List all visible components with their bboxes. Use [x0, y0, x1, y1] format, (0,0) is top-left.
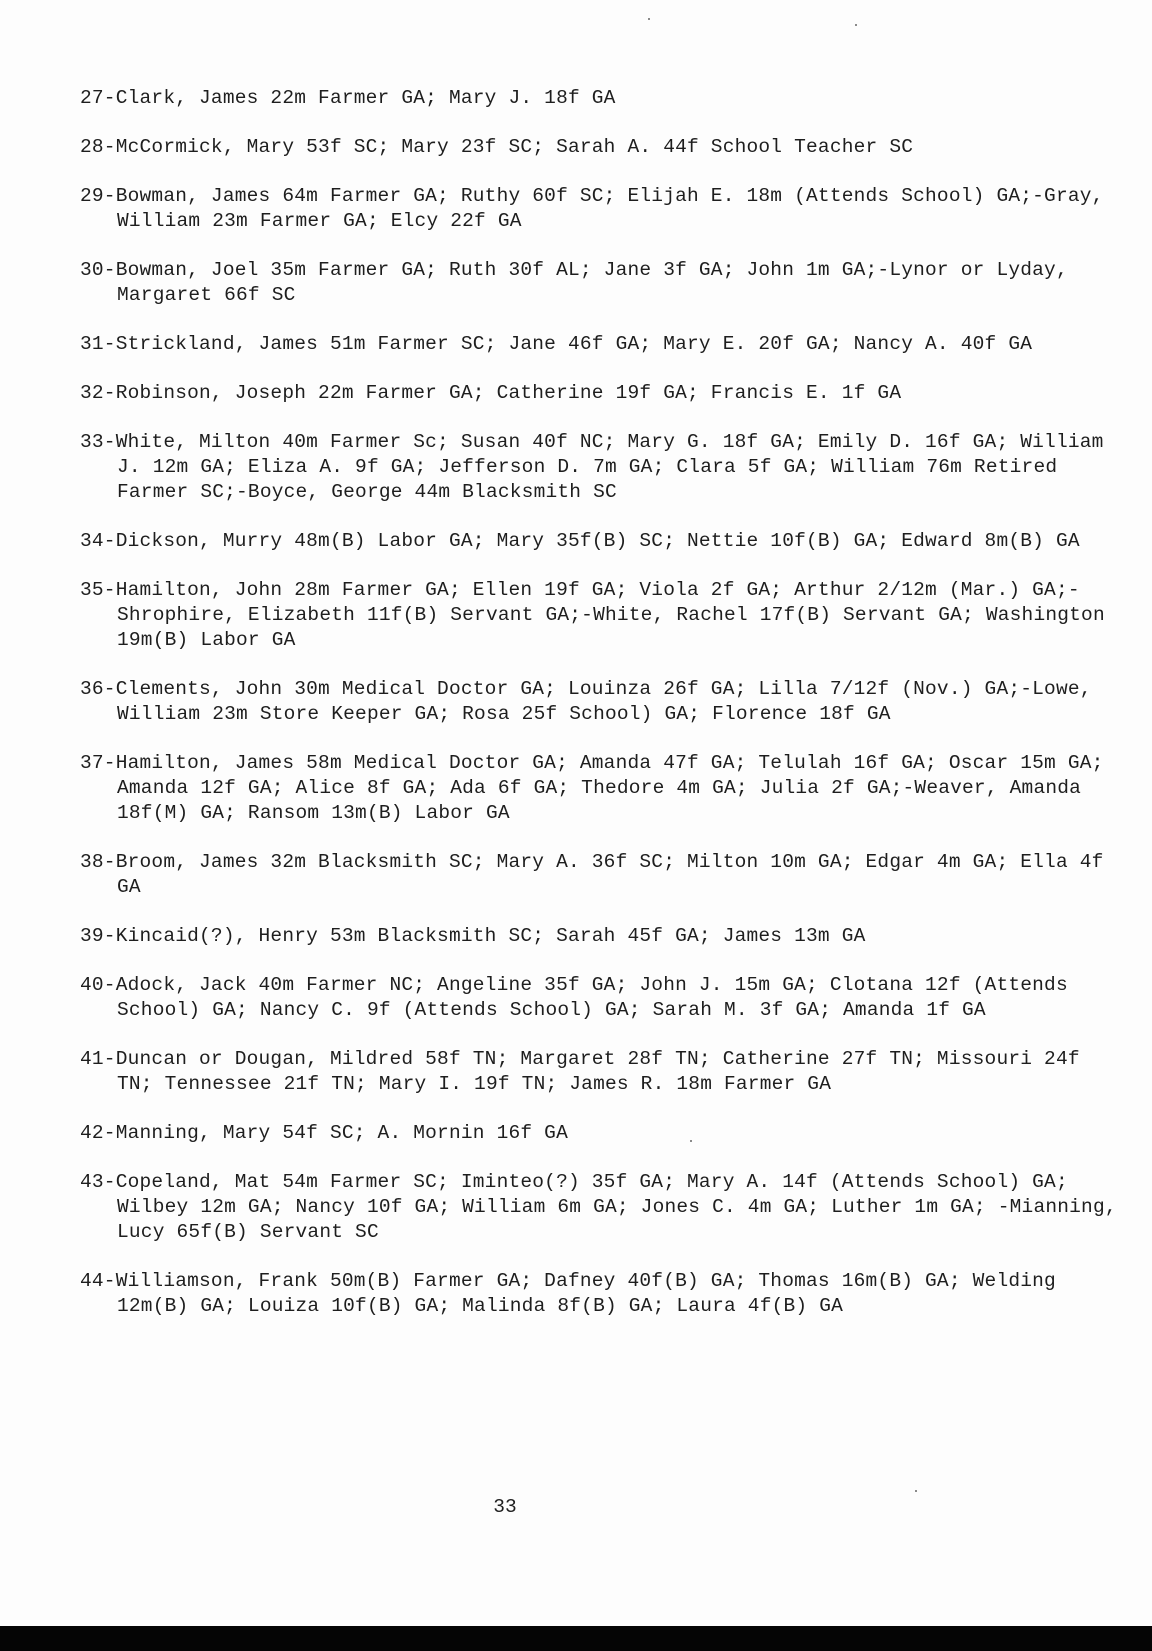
- census-entry: 40-Adock, Jack 40m Farmer NC; Angeline 35f GA; John J. 15m GA; Clotana 12f (Attends School) GA; Nancy C. 9f (Attends School) GA; Sarah M. 3f GA; Amanda 1f GA: [80, 974, 1068, 1021]
- census-entry: 30-Bowman, Joel 35m Farmer GA; Ruth 30f AL; Jane 3f GA; John 1m GA;-Lynor or Lyday, Margaret 66f SC: [80, 259, 1068, 306]
- census-entry: 43-Copeland, Mat 54m Farmer SC; Iminteo(?) 35f GA; Mary A. 14f (Attends School) GA; Wilbey 12m GA; Nancy 10f GA; William 6m GA; Jones C. 4m GA; Luther 1m GA; -Mianning, Lucy 65f(B) Servant SC: [80, 1171, 1117, 1243]
- census-entry: 42-Manning, Mary 54f SC; A. Mornin 16f GA: [80, 1122, 568, 1144]
- census-entry: 31-Strickland, James 51m Farmer SC; Jane 46f GA; Mary E. 20f GA; Nancy A. 40f GA: [80, 333, 1033, 355]
- census-entry: 33-White, Milton 40m Farmer Sc; Susan 40f NC; Mary G. 18f GA; Emily D. 16f GA; William J. 12m GA; Eliza A. 9f GA; Jefferson D. 7m GA; Clara 5f GA; William 76m Retired Farmer SC;-Boyce, George 44m Blacksmith SC: [80, 431, 1104, 503]
- scan-speck: [648, 18, 650, 20]
- scan-speck: [690, 1140, 692, 1142]
- census-entry: 35-Hamilton, John 28m Farmer GA; Ellen 19f GA; Viola 2f GA; Arthur 2/12m (Mar.) GA;-Shrophire, Elizabeth 11f(B) Servant GA;-White, Rachel 17f(B) Servant GA; Washington 19m(B) Labor GA: [80, 579, 1105, 651]
- scan-speck: [915, 1490, 917, 1492]
- census-entry: 44-Williamson, Frank 50m(B) Farmer GA; Dafney 40f(B) GA; Thomas 16m(B) GA; Welding 12m(B) GA; Louiza 10f(B) GA; Malinda 8f(B) GA; Laura 4f(B) GA: [80, 1270, 1056, 1317]
- census-entry: 39-Kincaid(?), Henry 53m Blacksmith SC; Sarah 45f GA; James 13m GA: [80, 925, 866, 947]
- census-entry: 41-Duncan or Dougan, Mildred 58f TN; Margaret 28f TN; Catherine 27f TN; Missouri 24f TN; Tennessee 21f TN; Mary I. 19f TN; James R. 18m Farmer GA: [80, 1048, 1080, 1095]
- census-entry: 28-McCormick, Mary 53f SC; Mary 23f SC; Sarah A. 44f School Teacher SC: [80, 136, 914, 158]
- census-entry: 34-Dickson, Murry 48m(B) Labor GA; Mary 35f(B) SC; Nettie 10f(B) GA; Edward 8m(B) GA: [80, 530, 1080, 552]
- census-entry: 32-Robinson, Joseph 22m Farmer GA; Catherine 19f GA; Francis E. 1f GA: [80, 382, 902, 404]
- census-entry: 29-Bowman, James 64m Farmer GA; Ruthy 60f SC; Elijah E. 18m (Attends School) GA;-Gray, William 23m Farmer GA; Elcy 22f GA: [80, 185, 1104, 232]
- census-entry: 36-Clements, John 30m Medical Doctor GA; Louinza 26f GA; Lilla 7/12f (Nov.) GA;-Lowe, William 23m Store Keeper GA; Rosa 25f School) GA; Florence 18f GA: [80, 678, 1092, 725]
- scan-border: [0, 1626, 1152, 1651]
- census-entry: 37-Hamilton, James 58m Medical Doctor GA; Amanda 47f GA; Telulah 16f GA; Oscar 15m GA; Amanda 12f GA; Alice 8f GA; Ada 6f GA; Thedore 4m GA; Julia 2f GA;-Weaver, Amanda 18f(M) GA; Ransom 13m(B) Labor GA: [80, 752, 1104, 824]
- page-number: 33: [493, 1496, 517, 1518]
- census-entries: [80, 86, 1120, 1343]
- scan-speck: [855, 24, 857, 26]
- census-entry: 27-Clark, James 22m Farmer GA; Mary J. 18f GA: [80, 87, 616, 109]
- census-entry: 38-Broom, James 32m Blacksmith SC; Mary A. 36f SC; Milton 10m GA; Edgar 4m GA; Ella 4f GA: [80, 851, 1104, 898]
